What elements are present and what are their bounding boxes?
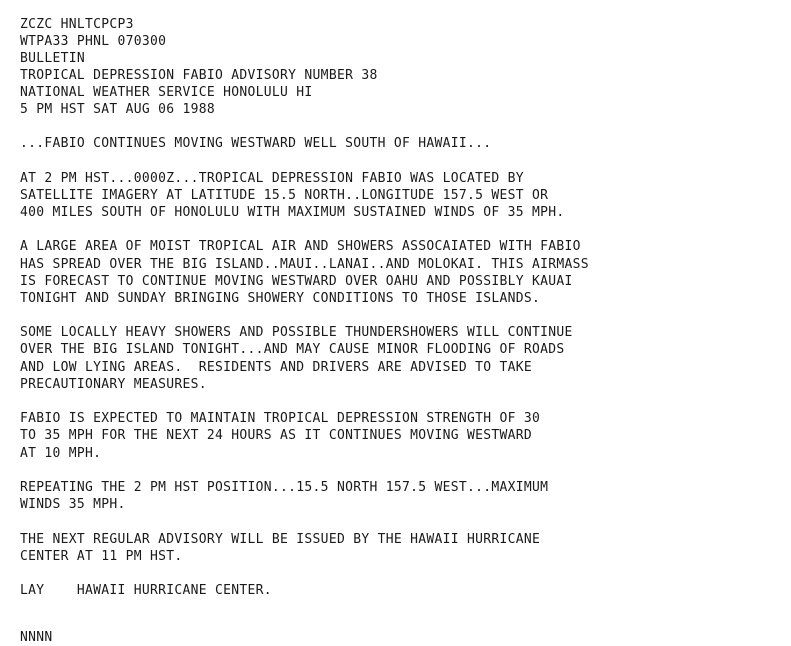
paragraph-line: PRECAUTIONARY MEASURES. xyxy=(20,376,207,392)
end-marker: NNNN xyxy=(20,630,53,646)
spacer xyxy=(20,599,780,629)
spacer xyxy=(20,152,780,169)
paragraph-line: AT 10 MPH. xyxy=(20,445,102,461)
paragraph-line: SATELLITE IMAGERY AT LATITUDE 15.5 NORTH..LONGITUDE 157.5 WEST OR xyxy=(20,187,549,203)
paragraph-line: A LARGE AREA OF MOIST TROPICAL AIR AND SHOWERS ASSOCAIATED WITH FABIO xyxy=(20,239,581,255)
paragraph-line: FABIO IS EXPECTED TO MAINTAIN TROPICAL DEPRESSION STRENGTH OF 30 xyxy=(20,411,541,427)
spacer xyxy=(20,565,780,582)
paragraph-repeat-position xyxy=(20,479,780,513)
header-line: NATIONAL WEATHER SERVICE HONOLULU HI xyxy=(20,85,313,100)
paragraph-position xyxy=(20,170,780,222)
header-line: ZCZC HNLTCPCP3 xyxy=(20,17,134,32)
paragraph-line: SOME LOCALLY HEAVY SHOWERS AND POSSIBLE THUNDERSHOWERS WILL CONTINUE xyxy=(20,325,573,341)
header-line: BULLETIN xyxy=(20,51,86,66)
advisory-bulletin xyxy=(20,16,780,646)
paragraph-line: THE NEXT REGULAR ADVISORY WILL BE ISSUED BY THE HAWAII HURRICANE xyxy=(20,531,541,547)
paragraph-moist-air xyxy=(20,238,780,307)
paragraph-line: 400 MILES SOUTH OF HONOLULU WITH MAXIMUM SUSTAINED WINDS OF 35 MPH. xyxy=(20,204,565,220)
spacer xyxy=(20,393,780,410)
paragraph-showers xyxy=(20,324,780,393)
spacer xyxy=(20,513,780,530)
spacer xyxy=(20,462,780,479)
paragraph-line: REPEATING THE 2 PM HST POSITION...15.5 NORTH 157.5 WEST...MAXIMUM xyxy=(20,479,549,495)
headline: ...FABIO CONTINUES MOVING WESTWARD WELL SOUTH OF HAWAII... xyxy=(20,136,492,152)
paragraph-line: HAS SPREAD OVER THE BIG ISLAND..MAUI..LANAI..AND MOLOKAI. THIS AIRMASS xyxy=(20,256,589,272)
spacer xyxy=(20,118,780,135)
paragraph-line: AND LOW LYING AREAS. RESIDENTS AND DRIVERS ARE ADVISED TO TAKE xyxy=(20,359,532,375)
spacer xyxy=(20,221,780,238)
header-line: WTPA33 PHNL 070300 xyxy=(20,34,167,49)
header-line: 5 PM HST SAT AUG 06 1988 xyxy=(20,102,216,117)
paragraph-line: TO 35 MPH FOR THE NEXT 24 HOURS AS IT CONTINUES MOVING WESTWARD xyxy=(20,428,532,444)
paragraph-line: CENTER AT 11 PM HST. xyxy=(20,548,183,564)
spacer xyxy=(20,307,780,324)
paragraph-line: WINDS 35 MPH. xyxy=(20,497,126,513)
paragraph-line: TONIGHT AND SUNDAY BRINGING SHOWERY CONDITIONS TO THOSE ISLANDS. xyxy=(20,290,541,306)
paragraph-line: OVER THE BIG ISLAND TONIGHT...AND MAY CAUSE MINOR FLOODING OF ROADS xyxy=(20,342,565,358)
header-line: TROPICAL DEPRESSION FABIO ADVISORY NUMBER 38 xyxy=(20,68,378,83)
paragraph-line: AT 2 PM HST...0000Z...TROPICAL DEPRESSION FABIO WAS LOCATED BY xyxy=(20,170,524,186)
paragraph-forecast xyxy=(20,410,780,462)
bulletin-header xyxy=(20,16,780,118)
signature: LAY HAWAII HURRICANE CENTER. xyxy=(20,583,272,599)
paragraph-line: IS FORECAST TO CONTINUE MOVING WESTWARD OVER OAHU AND POSSIBLY KAUAI xyxy=(20,273,573,289)
paragraph-next-advisory xyxy=(20,531,780,565)
